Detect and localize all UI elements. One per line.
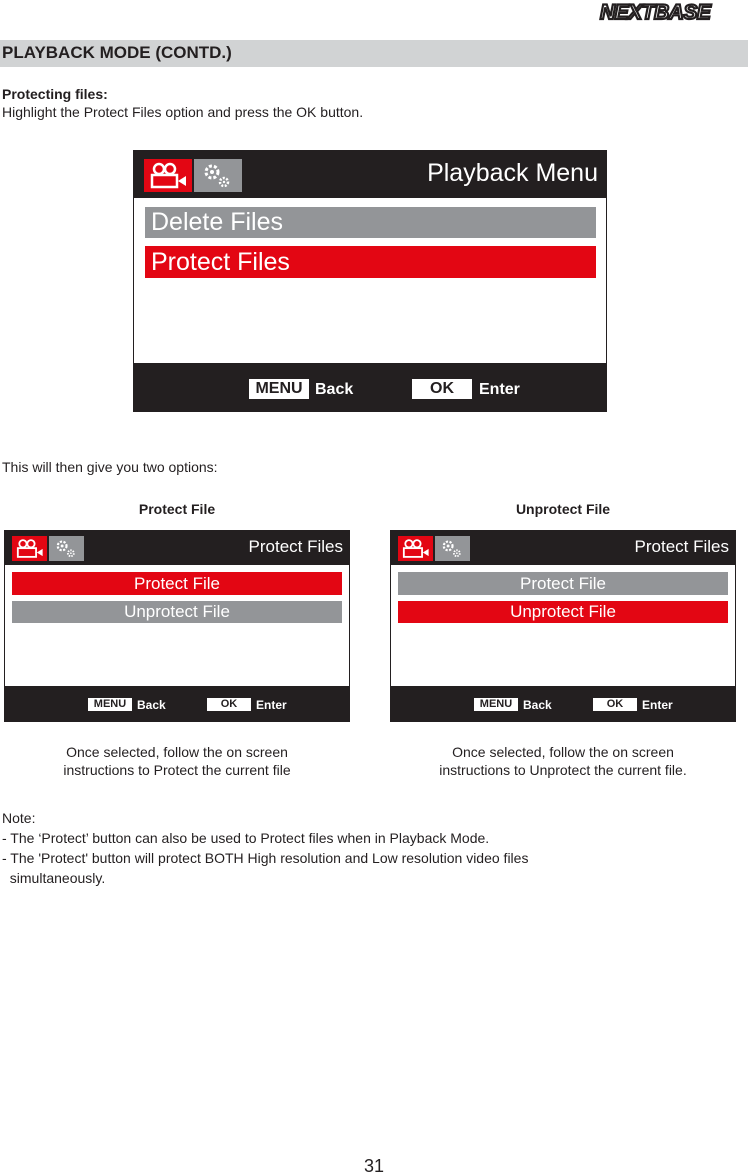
screen-title: Protect Files (634, 537, 729, 556)
note-line-1: - The ‘Protect’ button can also be used to Protect files when in Playback Mode. (2, 830, 490, 846)
caption-line: instructions to Unprotect the current file. (439, 762, 687, 778)
option-label: Protect File (520, 574, 606, 593)
right-caption (390, 743, 736, 779)
note-heading: Note: (2, 810, 36, 826)
note-line-2: - The 'Protect' button will protect BOTH High resolution and Low resolution video files (2, 850, 529, 866)
option-unprotect-file[interactable] (398, 601, 728, 623)
left-caption (4, 743, 350, 779)
caption-line: instructions to Protect the current file (63, 762, 291, 778)
menu-key[interactable]: MENU (249, 379, 309, 399)
screen-bottom-bar (391, 686, 735, 721)
option-label: Unprotect File (124, 602, 230, 621)
protect-instruction: Highlight the Protect Files option and press the OK button. (2, 104, 364, 120)
menu-key[interactable]: MENU (88, 698, 132, 711)
section-title: PLAYBACK MODE (CONTD.) (2, 43, 232, 62)
playback-menu-screen (133, 150, 607, 412)
screen-title: Protect Files (248, 537, 343, 556)
ok-key[interactable]: OK (412, 379, 472, 399)
note-line-3: simultaneously. (2, 870, 106, 886)
settings-tab[interactable] (49, 536, 84, 561)
caption-line: Once selected, follow the on screen (66, 744, 288, 760)
svg-text:NEXTBASE: NEXTBASE (600, 1, 711, 22)
menu-item-protect-files[interactable] (145, 246, 596, 278)
option-label: Unprotect File (510, 602, 616, 621)
page-number: 31 (363, 1156, 385, 1175)
gears-icon (435, 536, 470, 561)
enter-label: Enter (642, 698, 673, 712)
video-camera-icon (144, 159, 192, 192)
options-intro: This will then give you two options: (2, 459, 218, 475)
unprotect-file-heading: Unprotect File (515, 501, 611, 517)
option-protect-file[interactable] (12, 572, 342, 595)
option-unprotect-file[interactable] (12, 601, 342, 623)
protect-files-screen-right (390, 530, 736, 722)
menu-item-label: Protect Files (151, 248, 290, 276)
video-camera-icon (398, 536, 433, 561)
ok-key[interactable]: OK (593, 698, 637, 711)
gears-icon (194, 159, 242, 192)
option-label: Protect File (134, 574, 220, 593)
protect-file-heading: Protect File (138, 501, 216, 517)
video-camera-tab[interactable] (144, 159, 192, 192)
settings-tab[interactable] (194, 159, 242, 192)
back-label: Back (523, 698, 552, 712)
nextbase-logo (598, 0, 746, 22)
back-label: Back (315, 381, 354, 398)
enter-label: Enter (256, 698, 287, 712)
video-camera-tab[interactable] (12, 536, 47, 561)
back-label: Back (137, 698, 166, 712)
ok-key[interactable]: OK (207, 698, 251, 711)
menu-key[interactable]: MENU (474, 698, 518, 711)
screen-bottom-bar (134, 363, 606, 411)
video-camera-tab[interactable] (398, 536, 433, 561)
caption-line: Once selected, follow the on screen (452, 744, 674, 760)
menu-item-delete-files[interactable] (145, 207, 596, 238)
screen-title: Playback Menu (427, 159, 598, 187)
video-camera-icon (12, 536, 47, 561)
gears-icon (49, 536, 84, 561)
option-protect-file[interactable] (398, 572, 728, 595)
protect-files-screen-left (4, 530, 350, 722)
protecting-files-heading: Protecting files: (2, 86, 108, 102)
section-header (0, 40, 748, 67)
menu-item-label: Delete Files (151, 208, 283, 236)
screen-bottom-bar (5, 686, 349, 721)
enter-label: Enter (479, 381, 520, 398)
settings-tab[interactable] (435, 536, 470, 561)
